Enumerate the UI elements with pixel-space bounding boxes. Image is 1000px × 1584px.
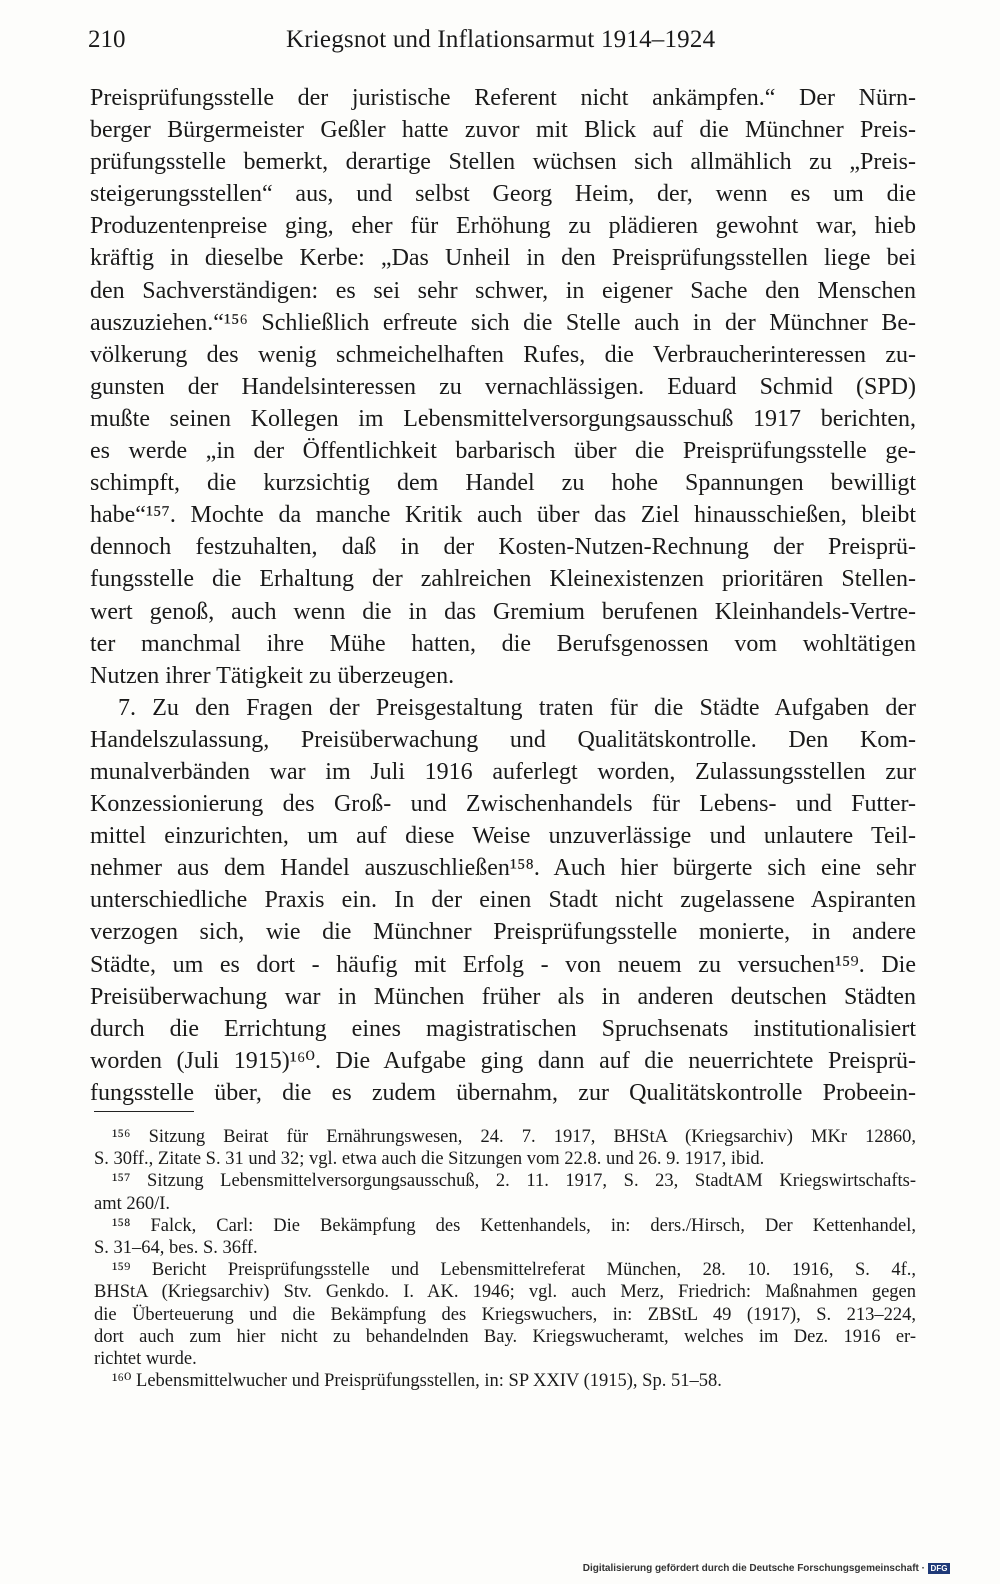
footnote-158: ¹⁵⁸ Falck, Carl: Die Bekämpfung des Kettenhandels, in: ders./Hirsch, Der Kettenhandel,: [112, 1215, 916, 1236]
running-title: Kriegsnot und Inflationsarmut 1914–1924: [286, 26, 716, 53]
text-line: Konzessionierung des Groß- und Zwischenhandels für Lebens- und Futter-: [90, 791, 916, 818]
text-line: Preisüberwachung war in München früher als in anderen deutschen Städten: [90, 983, 916, 1010]
text-line: fungsstelle die Erhaltung der zahlreichen Kleinexistenzen prioritären Stellen-: [90, 566, 916, 593]
footnote-line: BHStA (Kriegsarchiv) Stv. Genkdo. I. AK. 1946; vgl. auch Merz, Friedrich: Maßnahmen gegen: [94, 1282, 916, 1303]
text-line: völkerung des wenig schmeichelhaften Rufes, die Verbraucherinteressen zu-: [90, 341, 916, 368]
text-line: worden (Juli 1915)¹⁶⁰. Die Aufgabe ging dann auf die neuerrichtete Preisprü-: [90, 1047, 916, 1074]
footnote-divider: [94, 1111, 194, 1112]
text-line: habe“¹⁵⁷. Mochte da manche Kritik auch über das Ziel hinausschießen, bleibt: [90, 502, 916, 529]
text-line: mußte seinen Kollegen im Lebensmittelversorgungsausschuß 1917 berichten,: [90, 405, 916, 432]
dfg-logo: DFG: [928, 1563, 950, 1574]
text-line: gunsten der Handelsinteressen zu vernachlässigen. Eduard Schmid (SPD): [90, 373, 916, 400]
text-line: den Sachverständigen: es sei sehr schwer, in eigener Sache den Menschen: [90, 277, 916, 304]
footnote-157: ¹⁵⁷ Sitzung Lebensmittelversorgungsausschuß, 2. 11. 1917, S. 23, StadtAM Kriegswirtschafts-: [112, 1171, 916, 1192]
footnote-156: ¹⁵⁶ Sitzung Beirat für Ernährungswesen, 24. 7. 1917, BHStA (Kriegsarchiv) MKr 12860,: [112, 1127, 916, 1147]
text-line: ter manchmal ihre Mühe hatten, die Berufsgenossen vom wohltätigen: [90, 630, 916, 657]
text-line: dennoch festzuhalten, daß in der Kosten-Nutzen-Rechnung der Preisprü-: [90, 534, 916, 561]
text-line: durch die Errichtung eines magistratischen Spruchsenats institutionalisiert: [90, 1015, 916, 1042]
text-line: auszuziehen.“¹⁵⁶ Schließlich erfreute sich die Stelle auch in der Münchner Be-: [90, 309, 916, 336]
text-line: steigerungsstellen“ aus, und selbst Georg Heim, der, wenn es um die: [90, 181, 916, 208]
digitization-notice: [583, 1563, 950, 1574]
page-number: 210: [88, 26, 126, 53]
text-line: Produzentenpreise ging, eher für Erhöhung zu plädieren gewohnt war, hieb: [90, 213, 916, 240]
digitization-text: Digitalisierung gefördert durch die Deutsche Forschungsgemeinschaft ·: [582, 1563, 925, 1574]
text-line: Handelszulassung, Preisüberwachung und Qualitätskontrolle. Den Kom-: [90, 726, 916, 753]
main-text: [90, 82, 916, 1109]
text-line: prüfungsstelle bemerkt, derartige Stellen wüchsen sich allmählich zu „Preis-: [90, 149, 916, 176]
text-line: schimpft, die kurzsichtig dem Handel zu hohe Spannungen bewilligt: [90, 470, 916, 497]
text-line: kräftig in dieselbe Kerbe: „Das Unheil in den Preisprüfungsstellen liege bei: [90, 245, 916, 272]
text-line: Städte, um es dort - häufig mit Erfolg - von neuem zu versuchen¹⁵⁹. Die: [90, 951, 916, 978]
footnote-line: dort auch zum hier nicht zu behandelnden Bay. Kriegswucheramt, welches im Dez. 1916 er-: [94, 1326, 916, 1347]
text-line: verzogen sich, wie die Münchner Preisprüfungsstelle monierte, in andere: [90, 919, 916, 946]
text-line: mittel einzurichten, um auf diese Weise unzuverlässige und unlautere Teil-: [90, 823, 916, 850]
text-line: nehmer aus dem Handel auszuschließen¹⁵⁸. Auch hier bürgerte sich eine sehr: [90, 855, 916, 882]
text-line: unterschiedliche Praxis ein. In der einen Stadt nicht zugelassene Aspiranten: [90, 887, 916, 914]
text-line: wert genoß, auch wenn die in das Gremium berufenen Kleinhandels-Vertre-: [90, 598, 916, 625]
text-line: es werde „in der Öffentlichkeit barbarisch über die Preisprüfungsstelle ge-: [90, 438, 916, 465]
footnote-line: die Überteuerung und die Bekämpfung des Kriegswuchers, in: ZBStL 49 (1917), S. 213–224,: [94, 1304, 916, 1325]
footnote-line: S. 31–64, bes. S. 36ff.: [94, 1237, 258, 1258]
footnote-line: S. 30ff., Zitate S. 31 und 32; vgl. etwa auch die Sitzungen vom 22.8. und 26. 9. 1917, ibid.: [94, 1149, 765, 1170]
paragraph-last-line: Nutzen ihrer Tätigkeit zu überzeugen.: [90, 662, 455, 689]
text-line: Preisprüfungsstelle der juristische Referent nicht ankämpfen.“ Der Nürn-: [90, 85, 916, 111]
paragraph-first-line: 7. Zu den Fragen der Preisgestaltung traten für die Städte Aufgaben der: [118, 694, 916, 721]
footnotes: [94, 1126, 916, 1392]
footnote-line: amt 260/I.: [94, 1193, 171, 1214]
text-line: munalverbänden war im Juli 1916 auferlegt worden, Zulassungsstellen zur: [90, 758, 916, 785]
text-line: berger Bürgermeister Geßler hatte zuvor mit Blick auf die Münchner Preis-: [90, 117, 916, 144]
footnote-159: ¹⁵⁹ Bericht Preisprüfungsstelle und Lebensmittelreferat München, 28. 10. 1916, S. 4f.,: [112, 1260, 916, 1281]
footnote-line: richtet wurde.: [94, 1348, 197, 1369]
text-line: fungsstelle über, die es zudem übernahm, zur Qualitätskontrolle Probeein-: [90, 1079, 916, 1106]
footnote-160: ¹⁶⁰ Lebensmittelwucher und Preisprüfungsstellen, in: SP XXIV (1915), Sp. 51–58.: [112, 1371, 722, 1392]
running-head: [88, 22, 918, 58]
